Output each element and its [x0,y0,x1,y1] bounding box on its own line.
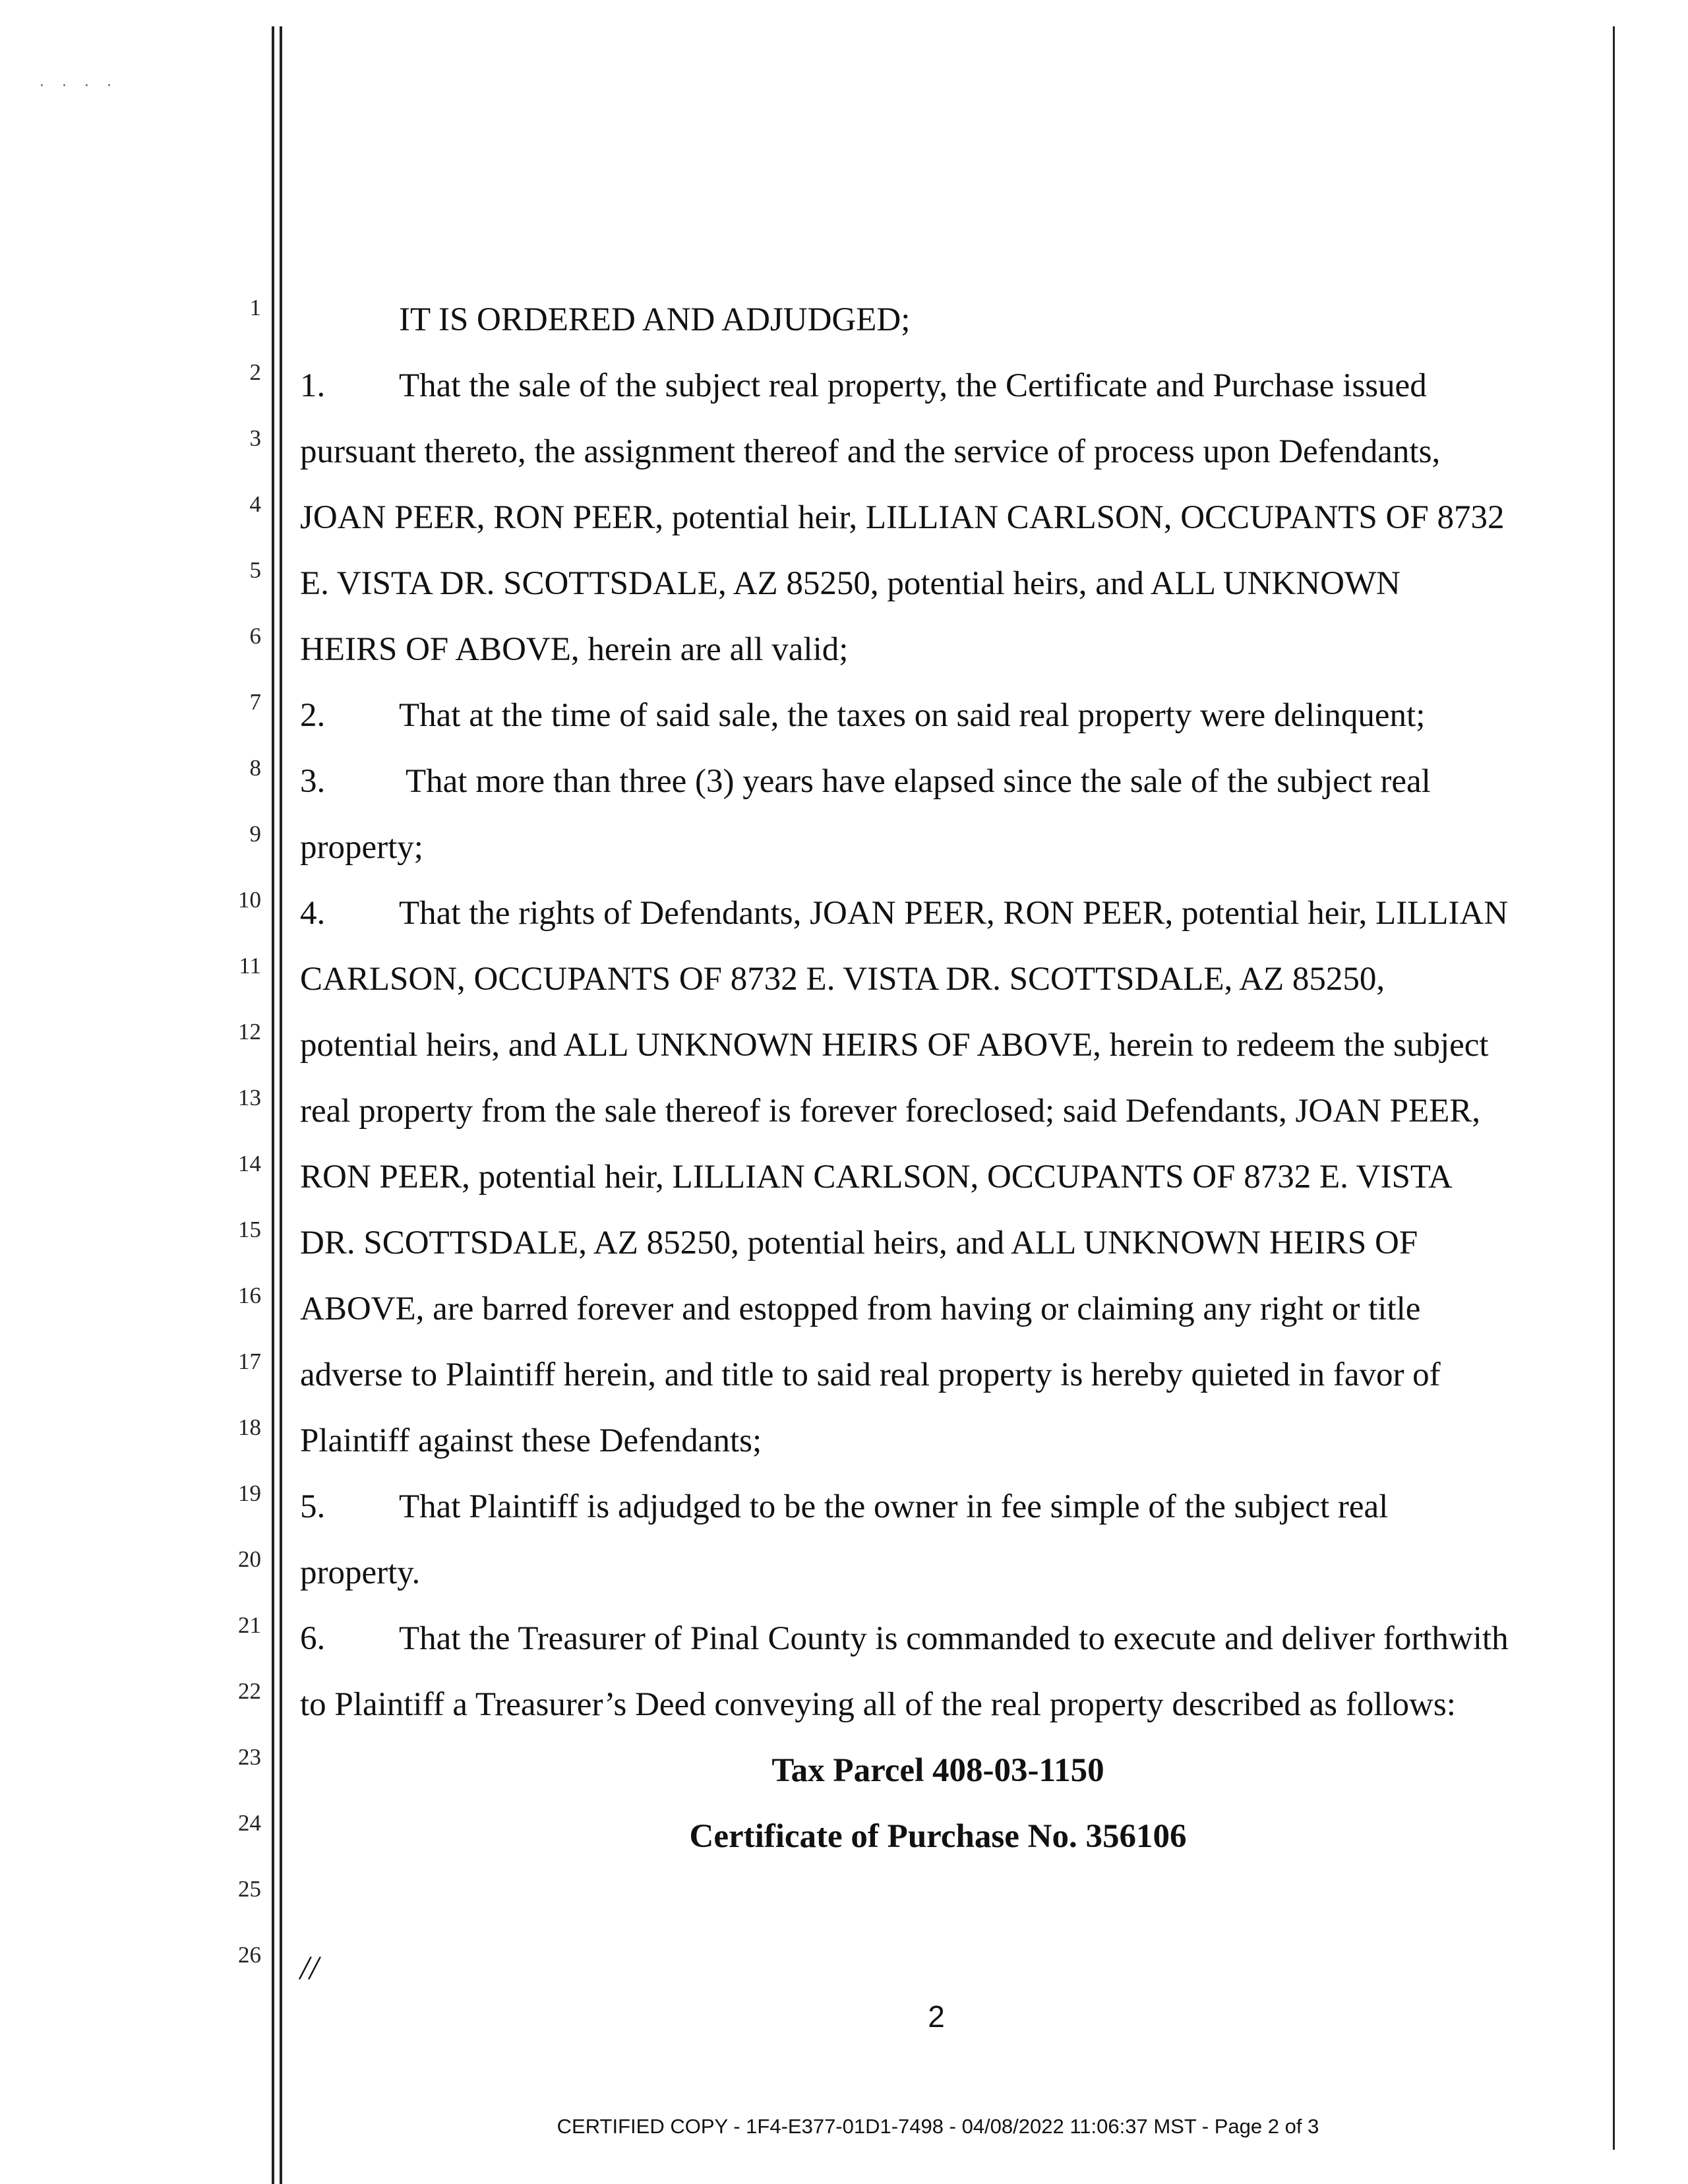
line-text: That more than three (3) years have elapsed since the sale of the subject real [406,763,1431,800]
line-text: real property from the sale thereof is forever foreclosed; said Defendants, JOAN PEER, [300,1093,1481,1130]
text-line [300,564,1401,603]
line-text: RON PEER, potential heir, LILLIAN CARLSON, OCCUPANTS OF 8732 E. VISTA [300,1159,1453,1196]
text-line [300,959,1385,999]
text-line [300,1553,420,1592]
line-text: adverse to Plaintiff herein, and title to said real property is hereby quieted in favor of [300,1356,1441,1393]
text-line [300,894,1508,933]
line-number: 24 [238,1810,261,1836]
line-number: 14 [238,1151,261,1176]
line-number: 5 [249,557,261,583]
line-text: property; [300,829,423,866]
line-number: 12 [238,1019,261,1045]
line-number: 25 [238,1876,261,1902]
line-text: E. VISTA DR. SCOTTSDALE, AZ 85250, potential heirs, and ALL UNKNOWN [300,565,1401,602]
certified-copy-footer: CERTIFIED COPY - 1F4-E377-01D1-7498 - 04/08/2022 11:06:37 MST - Page 2 of 3 [557,2115,1319,2138]
text-line [300,828,423,867]
line-text: That at the time of said sale, the taxes on said real property were delinquent; [399,697,1426,734]
line-number: 7 [249,689,261,715]
order-heading [399,300,910,340]
line-number: 9 [249,821,261,847]
line-text: That Plaintiff is adjudged to be the owner in fee simple of the subject real [399,1488,1389,1525]
line-number: 23 [238,1744,261,1770]
line-text: HEIRS OF ABOVE, herein are all valid; [300,631,849,668]
line-text: ABOVE, are barred forever and estopped from having or claiming any right or title [300,1290,1421,1327]
scan-specks: · · · · [40,78,118,94]
line-text: CARLSON, OCCUPANTS OF 8732 E. VISTA DR. SCOTTSDALE, AZ 85250, [300,961,1385,998]
line-number: 22 [238,1678,261,1704]
line-text: DR. SCOTTSDALE, AZ 85250, potential heirs, and ALL UNKNOWN HEIRS OF [300,1225,1418,1261]
line-number: 21 [238,1612,261,1638]
text-line [300,1487,1388,1527]
text-line [300,1619,1509,1658]
line-text: potential heirs, and ALL UNKNOWN HEIRS OF ABOVE, herein to redeem the subject [300,1027,1489,1064]
line-number: 11 [239,953,261,979]
text-line [300,1223,1418,1263]
line-text: JOAN PEER, RON PEER, potential heir, LILLIAN CARLSON, OCCUPANTS OF 8732 [300,499,1505,536]
continuation-mark [300,1949,318,1988]
line-number: 18 [238,1414,261,1440]
text-line [300,498,1504,537]
text-line [300,762,1431,801]
line-text: pursuant thereto, the assignment thereof and the service of process upon Defendants, [300,433,1441,470]
text-line [300,1289,1420,1329]
text-line [300,1025,1489,1065]
line-text: Plaintiff against these Defendants; [300,1422,762,1459]
line-text: // [300,1950,319,1987]
text-line [300,1685,1456,1724]
line-number: 1 [249,295,261,320]
text-line [300,432,1440,471]
line-text: That the rights of Defendants, JOAN PEER, RON PEER, potential heir, LILLIAN [399,895,1509,932]
line-number: 26 [238,1942,261,1968]
text-line [300,630,848,669]
text-line [300,366,1427,406]
line-number: 20 [238,1546,261,1572]
left-margin-rule-outer [272,26,274,2184]
line-number: 4 [249,491,261,517]
line-number: 15 [238,1217,261,1242]
line-text: property. [300,1554,421,1591]
line-number: 6 [249,623,261,649]
line-number: 13 [238,1085,261,1110]
line-text: That the sale of the subject real property, the Certificate and Purchase issued [399,367,1427,404]
text-line [300,1355,1441,1395]
line-text: That the Treasurer of Pinal County is commanded to execute and deliver forthwith [399,1620,1509,1657]
text-line [300,1091,1480,1131]
tax-parcel-heading: Tax Parcel 408-03-1150 [771,1752,1104,1789]
paragraph-number: 2. [300,697,326,734]
text-line [300,1421,762,1461]
right-margin-rule [1613,26,1615,2150]
line-text: IT IS ORDERED AND ADJUDGED; [399,301,911,338]
line-number: 16 [238,1283,261,1308]
certificate-heading: Certificate of Purchase No. 356106 [689,1818,1187,1855]
line-number: 3 [249,425,261,451]
line-number: 8 [249,755,261,781]
line-number: 17 [238,1349,261,1374]
line-number: 19 [238,1480,261,1506]
line-number: 10 [238,887,261,913]
line-number: 2 [249,359,261,385]
paragraph-number: 4. [300,895,326,932]
text-line [300,1157,1453,1197]
text-line [300,696,1425,735]
paragraph-number: 6. [300,1620,326,1657]
paragraph-number: 1. [300,367,326,404]
paragraph-number: 5. [300,1488,326,1525]
paragraph-number: 3. [300,763,326,800]
page-number: 2 [928,1999,945,2034]
line-text: to Plaintiff a Treasurer’s Deed conveying all of the real property described as follows: [300,1686,1456,1723]
left-margin-rule-inner [280,26,282,2184]
